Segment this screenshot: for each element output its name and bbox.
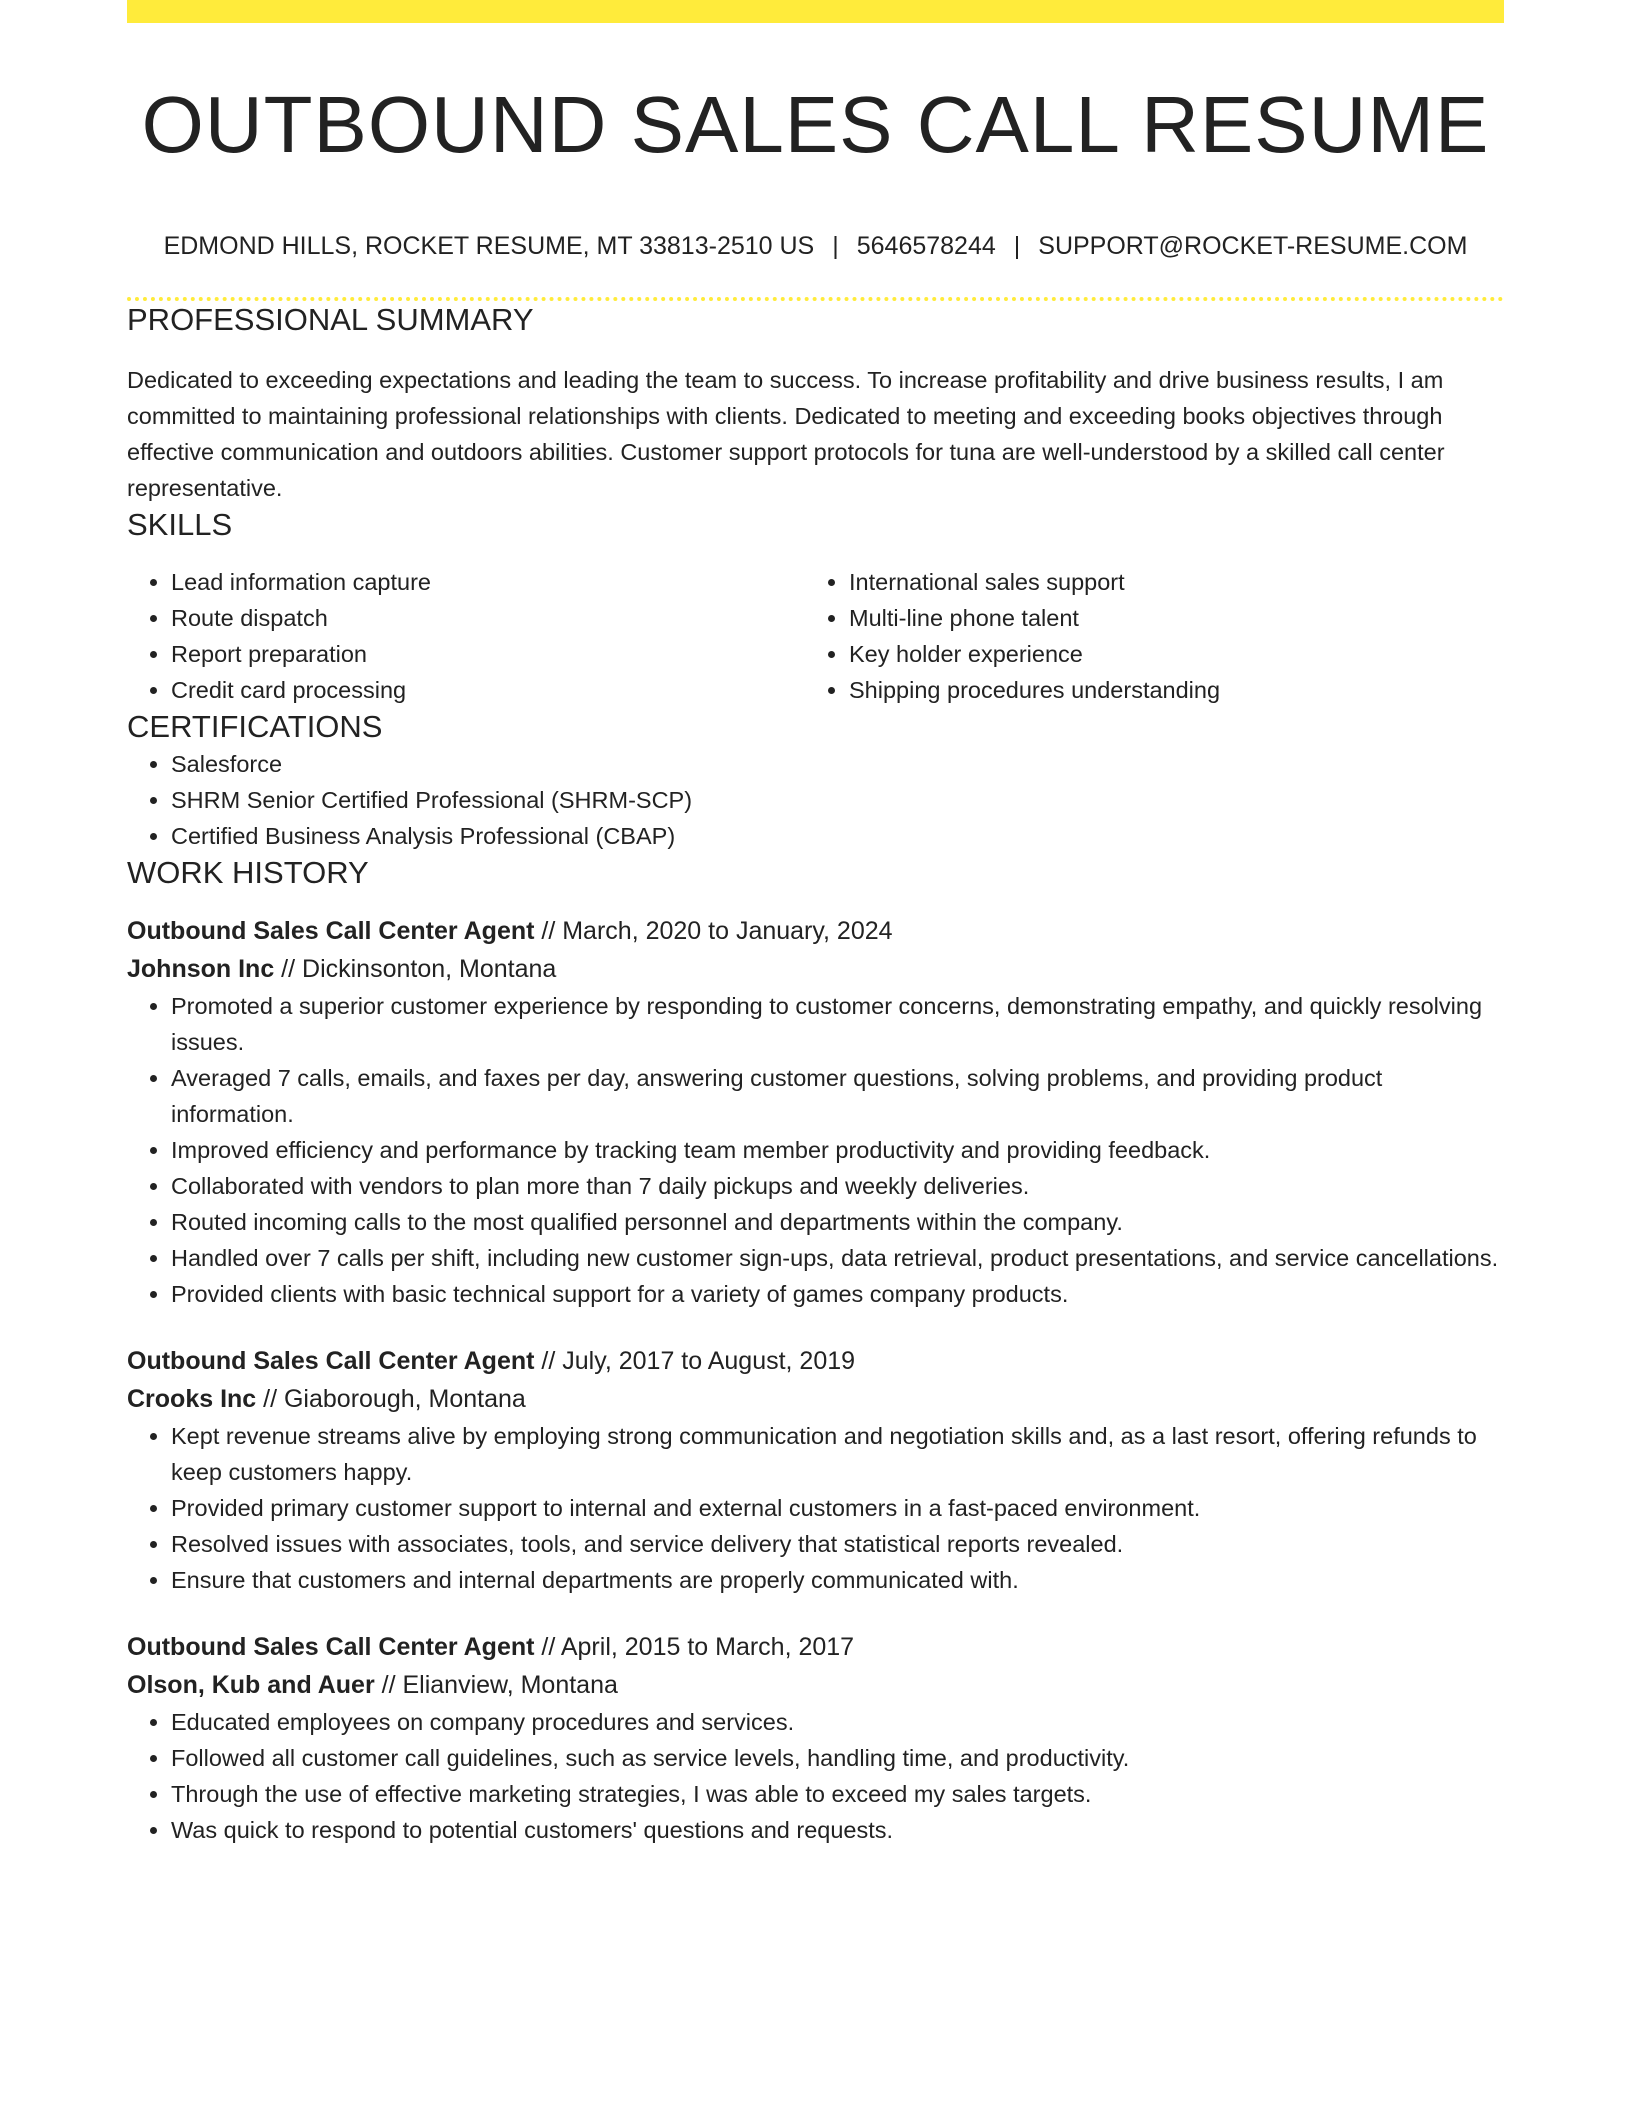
job-company: Johnson Inc [127,954,275,983]
skill-item: • International sales support [849,564,1483,600]
job-company: Olson, Kub and Auer [127,1670,375,1699]
contact-address: EDMOND HILLS, ROCKET RESUME, MT 33813-2510 US [163,232,815,260]
job-company-line [127,1666,1504,1704]
certification-item: • SHRM Senior Certified Professional (SHRM-SCP) [171,782,1504,818]
job-entry [127,1628,1504,1848]
contact-separator: | [832,232,839,260]
certifications-heading: CERTIFICATIONS [127,709,383,745]
job-bullet: • Educated employees on company procedures and services. [171,1704,1504,1740]
skill-item: • Key holder experience [849,636,1483,672]
job-dates: // April, 2015 to March, 2017 [534,1632,855,1661]
job-bullet: • Followed all customer call guidelines, such as service levels, handling time, and productivity. [171,1740,1504,1776]
job-location: // Giaborough, Montana [256,1384,526,1413]
job-bullets [127,988,1504,1312]
resume-title: OUTBOUND SALES CALL RESUME [141,80,1490,169]
skill-item: • Shipping procedures understanding [849,672,1483,708]
contact-separator: | [1013,232,1021,260]
job-entry [127,912,1504,1312]
skills-heading: SKILLS [127,507,233,543]
job-title-line [127,912,1504,950]
job-bullet: • Ensure that customers and internal departments are properly communicated with. [171,1562,1504,1598]
certifications-list [127,746,1504,854]
job-bullet: • Promoted a superior customer experience by responding to customer concerns, demonstrating empathy, and quickly resolving issues. [171,988,1504,1060]
contact-phone: 5646578244 [856,232,996,260]
job-entry [127,1342,1504,1598]
job-bullet: • Routed incoming calls to the most qualified personnel and departments within the company. [171,1204,1504,1240]
job-title-line [127,1628,1504,1666]
skills-grid [127,564,1504,708]
job-company: Crooks Inc [127,1384,257,1413]
skill-item: • Report preparation [171,636,805,672]
skill-item: • Route dispatch [171,600,805,636]
summary-text: Dedicated to exceeding expectations and leading the team to success. To increase profitability and drive business results, I am committed to maintaining professional relationships with clients. Dedicated to meeting and exceeding books objectives through effective communication and outdoors abilities. Customer support protocols for tuna are well-understood by a skilled call center representative. [127,367,1445,502]
skills-column-left [127,564,805,708]
job-bullets [127,1704,1504,1848]
skill-item: • Credit card processing [171,672,805,708]
skill-item: • Lead information capture [171,564,805,600]
top-accent-bar [127,0,1504,23]
summary-heading: PROFESSIONAL SUMMARY [127,302,534,337]
job-bullet: • Averaged 7 calls, emails, and faxes per day, answering customer questions, solving problems, and providing product information. [171,1060,1504,1132]
job-location: // Dickinsonton, Montana [274,954,557,983]
job-bullet: • Improved efficiency and performance by tracking team member productivity and providing feedback. [171,1132,1504,1168]
certification-item: • Certified Business Analysis Professional (CBAP) [171,818,1504,854]
job-bullet: • Provided clients with basic technical support for a variety of games company products. [171,1276,1504,1312]
job-title-line [127,1342,1504,1380]
job-bullet: • Provided primary customer support to internal and external customers in a fast-paced environment. [171,1490,1504,1526]
job-bullet: • Collaborated with vendors to plan more than 7 daily pickups and weekly deliveries. [171,1168,1504,1204]
job-bullet: • Was quick to respond to potential customers' questions and requests. [171,1812,1504,1848]
skills-column-right [805,564,1483,708]
job-bullet: • Kept revenue streams alive by employing strong communication and negotiation skills and, as a last resort, offering refunds to keep customers happy. [171,1418,1504,1490]
job-company-line [127,950,1504,988]
contact-email: SUPPORT@ROCKET-RESUME.COM [1038,232,1468,260]
job-dates: // March, 2020 to January, 2024 [534,916,893,945]
job-title: Outbound Sales Call Center Agent [127,916,535,945]
job-bullets [127,1418,1504,1598]
resume-page [127,0,1504,1848]
job-company-line [127,1380,1504,1418]
certification-item: • Salesforce [171,746,1504,782]
contact-line [127,231,1504,261]
job-dates: // July, 2017 to August, 2019 [534,1346,856,1375]
skill-item: • Multi-line phone talent [849,600,1483,636]
job-location: // Elianview, Montana [374,1670,618,1699]
job-title: Outbound Sales Call Center Agent [127,1346,535,1375]
job-bullet: • Handled over 7 calls per shift, including new customer sign-ups, data retrieval, product presentations, and service cancellations. [171,1240,1504,1276]
work-history-heading: WORK HISTORY [127,854,369,890]
job-bullet: • Resolved issues with associates, tools, and service delivery that statistical reports revealed. [171,1526,1504,1562]
job-title: Outbound Sales Call Center Agent [127,1632,535,1661]
job-bullet: • Through the use of effective marketing strategies, I was able to exceed my sales targets. [171,1776,1504,1812]
